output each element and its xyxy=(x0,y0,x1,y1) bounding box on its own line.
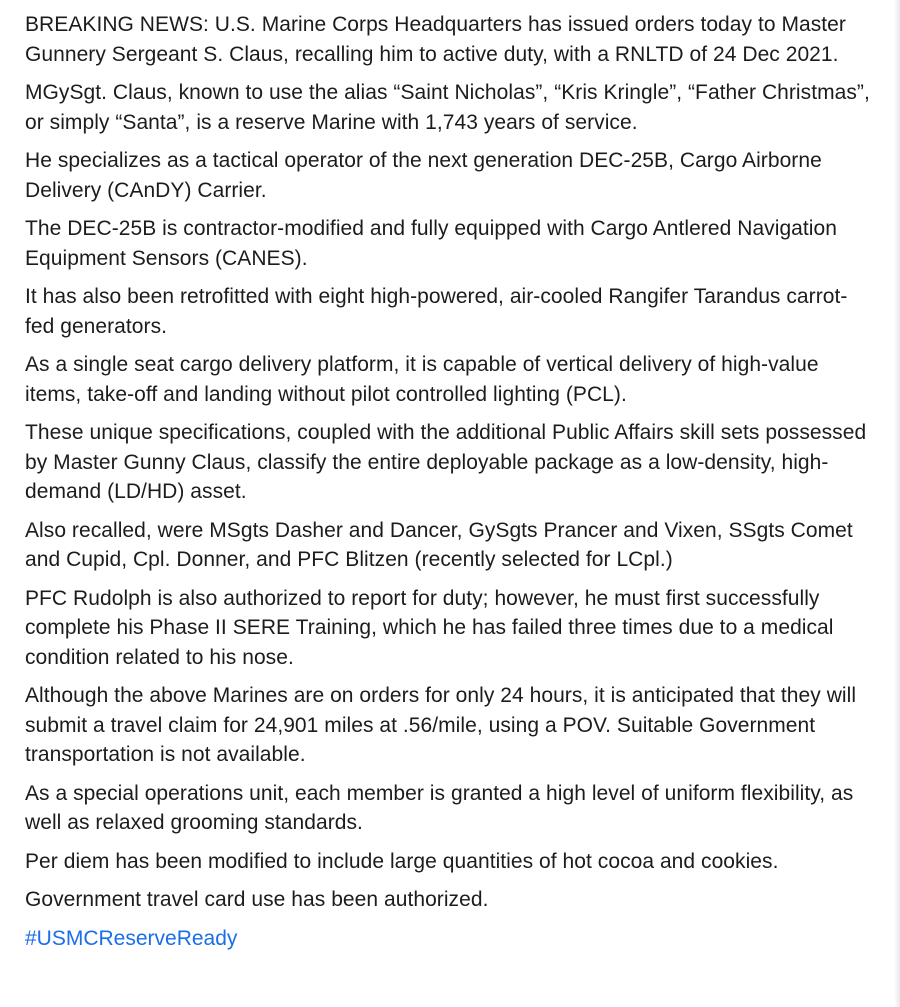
paragraph-also-recalled: Also recalled, were MSgts Dasher and Dancer, GySgts Prancer and Vixen, SSgts Comet and Cupid, Cpl. Donner, and PFC Blitzen (recently selected for LCpl.) xyxy=(25,518,853,571)
post-body xyxy=(25,10,875,953)
paragraph-dec-25b: The DEC-25B is contractor-modified and fully equipped with Cargo Antlered Navigation Equipment Sensors (CANES). xyxy=(25,217,837,270)
paragraph-specialization: He specializes as a tactical operator of the next generation DEC-25B, Cargo Airborne Delivery (CAnDY) Carrier. xyxy=(25,149,822,202)
paragraph-rudolph: PFC Rudolph is also authorized to report for duty; however, he must first successfully complete his Phase II SERE Training, which he has failed three times due to a medical condition related to his nose. xyxy=(25,586,834,669)
paragraph-uniform: As a special operations unit, each member is granted a high level of uniform flexibility, as well as relaxed grooming standards. xyxy=(25,781,854,834)
page-edge-divider xyxy=(894,0,900,1007)
paragraph-per-diem: Per diem has been modified to include large quantities of hot cocoa and cookies. xyxy=(25,849,779,873)
paragraph-travel-claim: Although the above Marines are on orders for only 24 hours, it is anticipated that they will submit a travel claim for 24,901 miles at .56/mile, using a POV. Suitable Government transportation is not available. xyxy=(25,684,857,766)
paragraph-travel-card: Government travel card use has been authorized. xyxy=(25,888,489,911)
paragraph-specifications: These unique specifications, coupled with the additional Public Affairs skill sets possessed by Master Gunny Claus, classify the entire deployable package as a low-density, high-demand (LD/HD) asset. xyxy=(25,421,867,503)
paragraph-generators: It has also been retrofitted with eight high-powered, air-cooled Rangifer Tarandus carrot-fed generators. xyxy=(25,285,848,338)
hashtag-link[interactable]: #USMCReserveReady xyxy=(25,926,238,950)
paragraph-breaking-news: BREAKING NEWS: U.S. Marine Corps Headquarters has issued orders today to Master Gunnery Sergeant S. Claus, recalling him to active duty, with a RNLTD of 24 Dec 2021. xyxy=(25,13,846,66)
paragraph-platform: As a single seat cargo delivery platform, it is capable of vertical delivery of high-value items, take-off and landing without pilot controlled lighting (PCL). xyxy=(25,353,819,406)
paragraph-aliases: MGySgt. Claus, known to use the alias “Saint Nicholas”, “Kris Kringle”, “Father Christmas”, or simply “Santa”, is a reserve Marine with 1,743 years of service. xyxy=(25,81,870,134)
